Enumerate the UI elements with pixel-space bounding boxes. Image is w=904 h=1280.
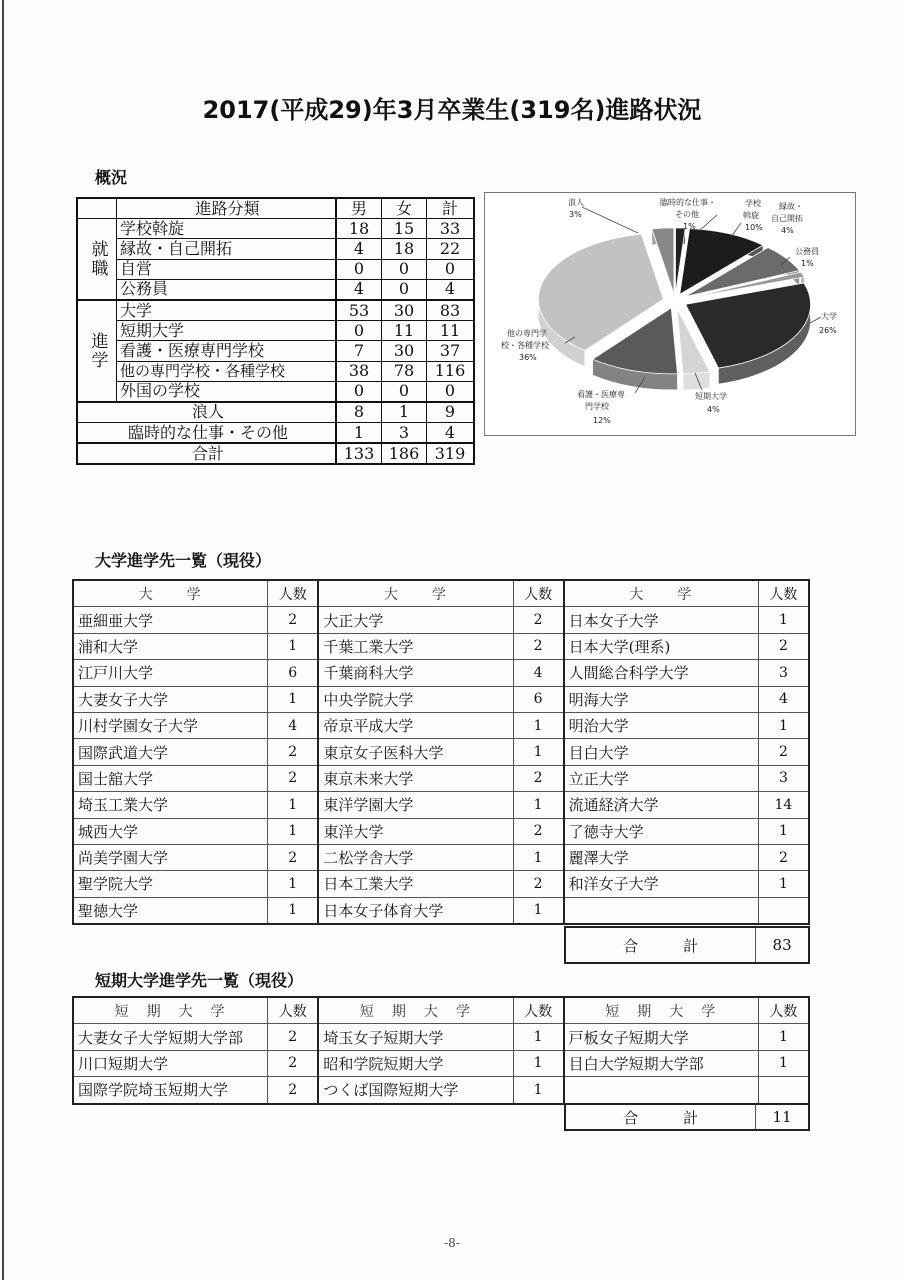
row-female: 78 xyxy=(382,361,427,381)
university-count: 2 xyxy=(758,739,809,765)
leader-line-ronin xyxy=(582,207,638,233)
university-count: 2 xyxy=(513,633,564,659)
university-name: 聖徳大学 xyxy=(73,897,268,924)
university-count: 1 xyxy=(758,871,809,897)
university-count: 2 xyxy=(513,871,564,897)
label-gakko-1: 学校 xyxy=(745,199,761,208)
university-name: 日本女子大学 xyxy=(564,607,759,633)
university-name: 立正大学 xyxy=(564,765,759,791)
university-col-header: 大 学 xyxy=(73,580,268,607)
label-other-2: 校・各種学校 xyxy=(501,341,549,350)
scan-edge-line xyxy=(2,0,4,1280)
university-name: 城西大学 xyxy=(73,818,268,844)
table-row xyxy=(73,1077,809,1104)
university-count: 4 xyxy=(758,686,809,712)
label-rinji-pct: 1% xyxy=(683,222,696,231)
university-col-header: 大 学 xyxy=(318,580,513,607)
row-male: 0 xyxy=(336,321,382,341)
label-gakko-pct: 10% xyxy=(745,223,763,232)
row-total: 9 xyxy=(427,402,475,423)
university-count xyxy=(758,897,809,924)
university-count: 2 xyxy=(268,844,319,870)
label-rinji-2: その他 xyxy=(675,210,699,219)
row-label: 他の専門学校・各種学校 xyxy=(117,361,337,381)
row-total: 83 xyxy=(427,300,475,321)
university-count: 1 xyxy=(268,686,319,712)
university-count: 2 xyxy=(268,607,319,633)
row-male: 0 xyxy=(336,381,382,402)
row-female: 1 xyxy=(382,402,427,423)
university-name: 中央学院大学 xyxy=(318,686,513,712)
university-name: 日本工業大学 xyxy=(318,871,513,897)
row-female: 3 xyxy=(382,423,427,444)
junior-college-count: 2 xyxy=(268,1050,319,1076)
university-count: 2 xyxy=(758,844,809,870)
table-row xyxy=(73,607,809,633)
junior-college-count xyxy=(758,1077,809,1104)
university-name: 亜細亜大学 xyxy=(73,607,268,633)
university-count: 2 xyxy=(513,607,564,633)
junior-colleges-total-value: 11 xyxy=(756,1104,809,1130)
university-name: 人間総合科学大学 xyxy=(564,660,759,686)
row-male: 7 xyxy=(336,341,382,361)
junior-colleges-heading: 短期大学進学先一覧（現役） xyxy=(95,971,304,990)
university-name: 国際武道大学 xyxy=(73,739,268,765)
table-row xyxy=(73,739,809,765)
leader-line-gakko xyxy=(731,223,741,237)
university-count: 2 xyxy=(268,739,319,765)
row-label: 縁故・自己開拓 xyxy=(117,239,337,259)
row-male: 0 xyxy=(336,259,382,279)
row-label: 公務員 xyxy=(117,279,337,300)
university-name: 東京女子医科大学 xyxy=(318,739,513,765)
junior-college-count-header: 人数 xyxy=(268,997,319,1024)
row-male: 1 xyxy=(336,423,382,444)
junior-college-count: 1 xyxy=(513,1077,564,1104)
overview-corner-cell xyxy=(77,198,117,219)
sum-row-label: 合計 xyxy=(77,443,336,464)
overview-header-female: 女 xyxy=(382,198,427,219)
group-label-employment: 就職 xyxy=(77,219,117,300)
group-label-education: 進学 xyxy=(77,300,117,402)
row-male: 38 xyxy=(336,361,382,381)
junior-college-name xyxy=(564,1077,759,1104)
university-count-header: 人数 xyxy=(268,580,319,607)
label-koumu: 公務員 xyxy=(795,247,819,256)
university-count: 1 xyxy=(268,818,319,844)
pie-chart-svg xyxy=(485,193,855,435)
university-name: 東洋大学 xyxy=(318,818,513,844)
table-row xyxy=(73,844,809,870)
table-row xyxy=(73,633,809,659)
table-row xyxy=(73,818,809,844)
university-name: 大妻女子大学 xyxy=(73,686,268,712)
junior-college-count-header: 人数 xyxy=(758,997,809,1024)
junior-college-name: 大妻女子大学短期大学部 xyxy=(73,1024,268,1050)
university-name: 聖学院大学 xyxy=(73,871,268,897)
table-row xyxy=(73,897,809,924)
table-row xyxy=(73,712,809,738)
junior-college-name: 埼玉女子短期大学 xyxy=(318,1024,513,1050)
junior-college-name: つくば国際短期大学 xyxy=(318,1077,513,1104)
sum-female: 186 xyxy=(382,443,427,464)
row-male: 53 xyxy=(336,300,382,321)
overview-header-row xyxy=(77,198,474,219)
university-count: 1 xyxy=(268,633,319,659)
sum-male: 133 xyxy=(336,443,382,464)
university-name: 国士舘大学 xyxy=(73,765,268,791)
junior-college-count: 2 xyxy=(268,1077,319,1104)
row-label: 短期大学 xyxy=(117,321,337,341)
university-col-header: 大 学 xyxy=(564,580,759,607)
row-label: 外国の学校 xyxy=(117,381,337,402)
university-count-header: 人数 xyxy=(758,580,809,607)
junior-college-count: 1 xyxy=(758,1050,809,1076)
row-female: 15 xyxy=(382,219,427,239)
row-female: 11 xyxy=(382,321,427,341)
university-name: 帝京平成大学 xyxy=(318,712,513,738)
university-name: 目白大学 xyxy=(564,739,759,765)
label-tanki: 短期大学 xyxy=(695,392,727,401)
junior-college-col-header: 短 期 大 学 xyxy=(318,997,513,1024)
table-row xyxy=(73,792,809,818)
row-total: 116 xyxy=(427,361,475,381)
overview-header-category: 進路分類 xyxy=(117,198,337,219)
junior-college-count: 1 xyxy=(513,1050,564,1076)
university-count: 6 xyxy=(513,686,564,712)
university-count: 1 xyxy=(758,607,809,633)
page-title: 2017(平成29)年3月卒業生(319名)進路状況 xyxy=(202,96,702,124)
label-enko-1: 縁故・ xyxy=(779,202,803,211)
label-koumu-pct: 1% xyxy=(801,259,814,268)
label-gakko-2: 斡旋 xyxy=(743,211,759,220)
university-count: 1 xyxy=(758,818,809,844)
row-total: 33 xyxy=(427,219,475,239)
label-other-pct: 36% xyxy=(519,353,537,362)
junior-college-header-row xyxy=(73,997,809,1024)
row-total: 37 xyxy=(427,341,475,361)
university-count: 1 xyxy=(513,712,564,738)
junior-college-name: 国際学院埼玉短期大学 xyxy=(73,1077,268,1104)
label-other-1: 他の専門学 xyxy=(507,329,547,338)
university-count: 6 xyxy=(268,660,319,686)
university-name: 流通経済大学 xyxy=(564,792,759,818)
label-ronin-pct: 3% xyxy=(569,210,582,219)
university-count: 1 xyxy=(268,792,319,818)
junior-college-count-header: 人数 xyxy=(513,997,564,1024)
row-total: 4 xyxy=(427,279,475,300)
table-row xyxy=(73,1024,809,1050)
university-name: 日本大学(理系) xyxy=(564,633,759,659)
row-total: 0 xyxy=(427,259,475,279)
row-label: 大学 xyxy=(117,300,337,321)
university-name: 川村学園女子大学 xyxy=(73,712,268,738)
university-count: 1 xyxy=(268,897,319,924)
table-row xyxy=(73,660,809,686)
university-count: 1 xyxy=(758,712,809,738)
universities-total-value: 83 xyxy=(756,927,809,963)
university-name: 江戸川大学 xyxy=(73,660,268,686)
university-count-header: 人数 xyxy=(513,580,564,607)
row-label: 自営 xyxy=(117,259,337,279)
row-male: 4 xyxy=(336,239,382,259)
universities-heading: 大学進学先一覧（現役） xyxy=(95,551,272,570)
row-female: 30 xyxy=(382,300,427,321)
table-row xyxy=(73,871,809,897)
universities-total-box xyxy=(564,926,810,964)
junior-college-name: 昭和学院短期大学 xyxy=(318,1050,513,1076)
university-count: 1 xyxy=(513,844,564,870)
table-row xyxy=(73,1050,809,1076)
university-count: 3 xyxy=(758,660,809,686)
leader-line-daigaku xyxy=(810,317,821,323)
label-ronin: 浪人 xyxy=(568,198,584,207)
label-kango-pct: 12% xyxy=(593,416,611,425)
label-rinji-1: 臨時的な仕事・ xyxy=(660,198,716,207)
overview-heading: 概況 xyxy=(95,168,128,187)
row-female: 18 xyxy=(382,239,427,259)
university-count: 4 xyxy=(513,660,564,686)
row-female: 0 xyxy=(382,259,427,279)
pie-chart xyxy=(484,192,856,436)
junior-colleges-total-box xyxy=(564,1103,810,1131)
university-count: 2 xyxy=(268,765,319,791)
row-female: 0 xyxy=(382,381,427,402)
university-name: 了徳寺大学 xyxy=(564,818,759,844)
label-daigaku: 大学 xyxy=(821,312,837,321)
junior-college-name: 戸板女子短期大学 xyxy=(564,1024,759,1050)
university-count: 1 xyxy=(513,897,564,924)
sum-total: 319 xyxy=(427,443,475,464)
label-kango-1: 看護・医療専 xyxy=(577,390,625,399)
row-label: 浪人 xyxy=(77,402,336,423)
junior-colleges-total-label: 合 計 xyxy=(565,1104,756,1130)
label-tanki-pct: 4% xyxy=(707,405,720,414)
university-name: 明海大学 xyxy=(564,686,759,712)
universities-table xyxy=(72,579,810,925)
row-label: 学校斡旋 xyxy=(117,219,337,239)
junior-college-name: 目白大学短期大学部 xyxy=(564,1050,759,1076)
table-row xyxy=(73,686,809,712)
junior-college-count: 1 xyxy=(758,1024,809,1050)
label-kango-2: 門学校 xyxy=(585,402,609,411)
row-female: 30 xyxy=(382,341,427,361)
university-count: 3 xyxy=(758,765,809,791)
row-label: 看護・医療専門学校 xyxy=(117,341,337,361)
table-row xyxy=(73,765,809,791)
university-count: 1 xyxy=(268,871,319,897)
overview-header-male: 男 xyxy=(336,198,382,219)
university-count: 2 xyxy=(513,818,564,844)
label-enko-pct: 4% xyxy=(781,226,794,235)
universities-total-label: 合 計 xyxy=(565,927,756,963)
junior-college-col-header: 短 期 大 学 xyxy=(564,997,759,1024)
row-male: 4 xyxy=(336,279,382,300)
page-number: -8- xyxy=(444,1236,460,1250)
row-male: 18 xyxy=(336,219,382,239)
university-name: 東洋学園大学 xyxy=(318,792,513,818)
junior-college-name: 川口短期大学 xyxy=(73,1050,268,1076)
junior-college-count: 1 xyxy=(513,1024,564,1050)
university-count: 2 xyxy=(758,633,809,659)
row-male: 8 xyxy=(336,402,382,423)
row-total: 0 xyxy=(427,381,475,402)
university-name: 千葉工業大学 xyxy=(318,633,513,659)
junior-college-count: 2 xyxy=(268,1024,319,1050)
row-label: 臨時的な仕事・その他 xyxy=(77,423,336,444)
university-name: 埼玉工業大学 xyxy=(73,792,268,818)
university-name: 大正大学 xyxy=(318,607,513,633)
pie-slices xyxy=(538,228,810,390)
university-name: 浦和大学 xyxy=(73,633,268,659)
pie-slice-side xyxy=(683,372,710,390)
university-name: 日本女子体育大学 xyxy=(318,897,513,924)
university-name xyxy=(564,897,759,924)
row-total: 4 xyxy=(427,423,475,444)
university-name: 二松学舎大学 xyxy=(318,844,513,870)
university-count: 1 xyxy=(513,739,564,765)
overview-table xyxy=(76,197,475,465)
university-count: 14 xyxy=(758,792,809,818)
row-total: 22 xyxy=(427,239,475,259)
university-count: 4 xyxy=(268,712,319,738)
university-name: 明治大学 xyxy=(564,712,759,738)
university-count: 1 xyxy=(513,792,564,818)
label-enko-2: 自己開拓 xyxy=(771,214,803,223)
row-female: 0 xyxy=(382,279,427,300)
junior-colleges-table xyxy=(72,996,810,1105)
overview-header-total: 計 xyxy=(427,198,475,219)
university-name: 和洋女子大学 xyxy=(564,871,759,897)
university-count: 2 xyxy=(513,765,564,791)
university-name: 千葉商科大学 xyxy=(318,660,513,686)
university-name: 東京未来大学 xyxy=(318,765,513,791)
label-daigaku-pct: 26% xyxy=(819,326,837,335)
university-name: 尚美学園大学 xyxy=(73,844,268,870)
junior-college-col-header: 短 期 大 学 xyxy=(73,997,268,1024)
university-name: 麗澤大学 xyxy=(564,844,759,870)
row-total: 11 xyxy=(427,321,475,341)
university-header-row xyxy=(73,580,809,607)
leader-line-rinji xyxy=(699,215,717,231)
